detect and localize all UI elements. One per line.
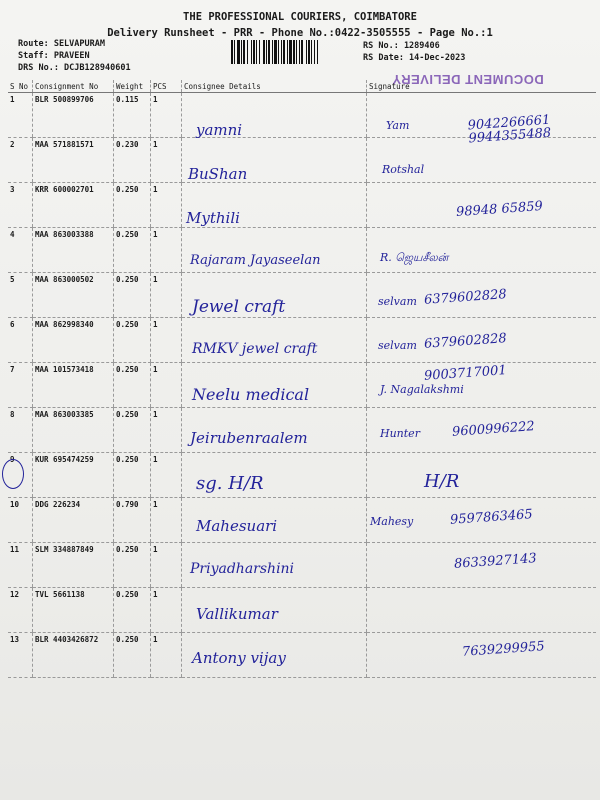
weight-cell: 0.250 [114, 453, 151, 498]
signature-handwriting: H/R [424, 471, 460, 492]
consignment-cell: BLR 500899706 [33, 93, 114, 138]
weight-cell: 0.230 [114, 138, 151, 183]
weight-cell: 0.250 [114, 363, 151, 408]
weight-cell: 0.250 [114, 183, 151, 228]
consignee-handwriting: BuShan [188, 165, 248, 183]
signature-handwriting: J. Nagalakshmi [380, 383, 464, 396]
consignment-cell: SLM 334887849 [33, 543, 114, 588]
consignment-cell: MAA 101573418 [33, 363, 114, 408]
runsheet-subtitle: Delivery Runsheet - PRR - Phone No.:0422-3505555 - Page No.:1 [107, 27, 493, 39]
weight-cell: 0.250 [114, 543, 151, 588]
sno-cell: 9 [8, 453, 33, 498]
consignee-handwriting: Vallikumar [196, 605, 278, 623]
sno-cell: 1 [8, 93, 33, 138]
phone-handwriting: 98948 65859 [455, 198, 544, 221]
consignment-cell: BLR 4403426872 [33, 633, 114, 678]
consignee-handwriting: Priyadharshini [190, 561, 295, 577]
consignee-handwriting: Jewel craft [192, 297, 286, 317]
pcs-cell: 1 [151, 543, 182, 588]
weight-cell: 0.250 [114, 228, 151, 273]
sno-cell: 4 [8, 228, 33, 273]
table-row [8, 138, 596, 183]
consignee-handwriting: Jeirubenraalem [190, 429, 308, 447]
company-title: THE PROFESSIONAL COURIERS, COIMBATORE [183, 11, 417, 23]
consignee-handwriting: Mythili [186, 209, 240, 227]
signature-handwriting: R. ஜெயசீலன் [380, 251, 449, 264]
weight-cell: 0.790 [114, 498, 151, 543]
rs-date: RS Date: 14-Dec-2023 [363, 53, 466, 63]
consignee-handwriting: RMKV jewel craft [192, 341, 318, 357]
table-row [8, 273, 596, 318]
sno-cell: 8 [8, 408, 33, 453]
consignment-cell: TVL 5661138 [33, 588, 114, 633]
phone-handwriting: 9597863465 [449, 507, 534, 528]
weight-cell: 0.250 [114, 633, 151, 678]
pcs-cell: 1 [151, 363, 182, 408]
col-sno: S No [8, 80, 33, 93]
drs-number: DRS No.: DCJB128940601 [18, 63, 131, 73]
signature-cell [367, 588, 597, 633]
col-pcs: PCS [151, 80, 182, 93]
rs-number: RS No.: 1289406 [363, 41, 440, 51]
consignment-cell: MAA 863000502 [33, 273, 114, 318]
weight-cell: 0.250 [114, 273, 151, 318]
weight-cell: 0.250 [114, 408, 151, 453]
table-row [8, 588, 596, 633]
sno-cell: 7 [8, 363, 33, 408]
consignment-cell: MAA 863003388 [33, 228, 114, 273]
route-label: Route: SELVAPURAM [18, 39, 105, 49]
sno-cell: 3 [8, 183, 33, 228]
pcs-cell: 1 [151, 273, 182, 318]
document-delivery-stamp: DOCUMENT DELIVERY [392, 72, 544, 87]
pcs-cell: 1 [151, 228, 182, 273]
row-9-circle-mark [2, 459, 24, 489]
sno-cell: 6 [8, 318, 33, 363]
col-weight: Weight [114, 80, 151, 93]
signature-cell [367, 453, 597, 498]
phone-handwriting: 7639299955 [461, 639, 546, 660]
phone-handwriting: 6379602828 [423, 331, 508, 352]
consignment-cell: MAA 571881571 [33, 138, 114, 183]
pcs-cell: 1 [151, 408, 182, 453]
consignment-cell: KUR 695474259 [33, 453, 114, 498]
consignment-cell: KRR 600002701 [33, 183, 114, 228]
col-consignee: Consignee Details [182, 80, 367, 93]
pcs-cell: 1 [151, 318, 182, 363]
col-consignment: Consignment No [33, 80, 114, 93]
phone-handwriting: 6379602828 [423, 287, 508, 308]
phone-handwriting: 9042266661 9944355488 [467, 112, 552, 147]
table-header-row [8, 80, 596, 93]
pcs-cell: 1 [151, 588, 182, 633]
consignee-handwriting: Rajaram Jayaseelan [190, 253, 321, 268]
signature-handwriting: Yam [386, 119, 410, 132]
consignment-cell: MAA 862998340 [33, 318, 114, 363]
consignee-handwriting: Mahesuari [196, 517, 278, 535]
sno-cell: 5 [8, 273, 33, 318]
col-signature: Signature [367, 80, 597, 93]
pcs-cell: 1 [151, 498, 182, 543]
signature-handwriting: Mahesy [370, 515, 414, 528]
pcs-cell: 1 [151, 138, 182, 183]
sno-cell: 10 [8, 498, 33, 543]
weight-cell: 0.115 [114, 93, 151, 138]
pcs-cell: 1 [151, 453, 182, 498]
barcode-image [231, 40, 357, 64]
delivery-table [8, 80, 596, 678]
consignee-handwriting: sg. H/R [196, 473, 264, 494]
signature-handwriting: selvam [378, 295, 417, 308]
sno-cell: 2 [8, 138, 33, 183]
signature-handwriting: Rotshal [382, 163, 425, 176]
consignee-handwriting: Antony vijay [192, 649, 286, 667]
consignment-cell: MAA 863003385 [33, 408, 114, 453]
signature-handwriting: selvam [378, 339, 417, 352]
consignee-handwriting: Neelu medical [192, 385, 310, 404]
pcs-cell: 1 [151, 93, 182, 138]
pcs-cell: 1 [151, 183, 182, 228]
table-row [8, 453, 596, 498]
sno-cell: 13 [8, 633, 33, 678]
sno-cell: 12 [8, 588, 33, 633]
consignment-cell: DDG 226234 [33, 498, 114, 543]
weight-cell: 0.250 [114, 588, 151, 633]
staff-label: Staff: PRAVEEN [18, 51, 90, 61]
phone-handwriting: 9003717001 [423, 363, 508, 384]
weight-cell: 0.250 [114, 318, 151, 363]
sno-cell: 11 [8, 543, 33, 588]
signature-handwriting: Hunter [380, 427, 420, 440]
phone-handwriting: 8633927143 [453, 551, 538, 572]
consignee-handwriting: yamni [196, 121, 243, 139]
phone-handwriting: 9600996222 [451, 419, 536, 440]
pcs-cell: 1 [151, 633, 182, 678]
